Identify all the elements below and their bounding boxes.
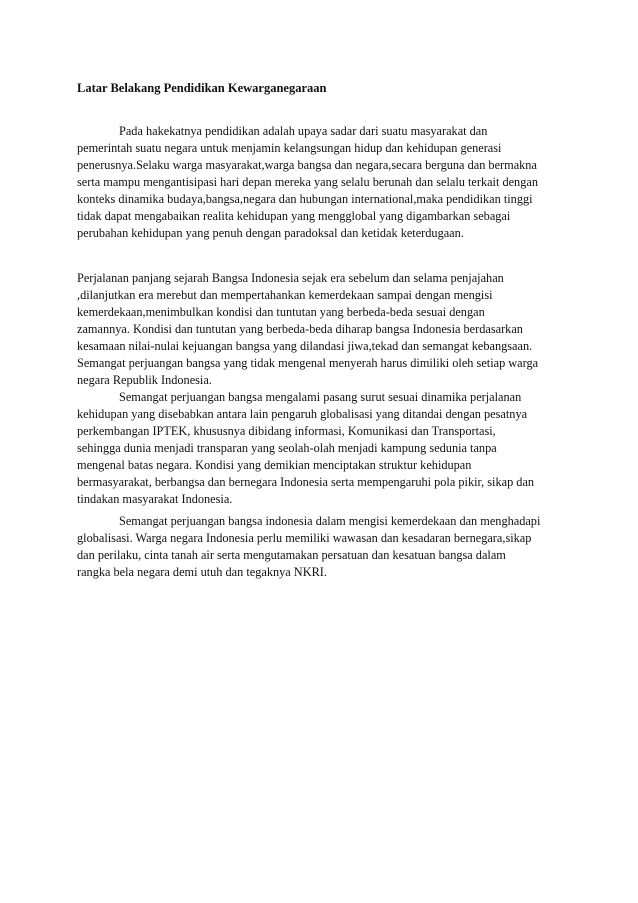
paragraph-1 xyxy=(77,123,538,242)
paragraph-line: bermasyarakat, berbangsa dan bernegara Indonesia serta mempengaruhi pola pikir, sikap dan xyxy=(77,475,535,489)
paragraph-line: negara Republik Indonesia. xyxy=(77,373,212,387)
paragraph-line: Semangat perjuangan bangsa mengalami pasang surut sesuai dinamika perjalanan xyxy=(119,390,522,404)
paragraph-line: perubahan kehidupan yang penuh dengan paradoksal dan ketidak keterdugaan. xyxy=(77,226,464,240)
paragraph-line: mengenal batas negara. Kondisi yang demikian menciptakan struktur kehidupan xyxy=(77,458,472,472)
paragraph-line: tidak dapat mengabaikan realita kehidupan yang mengglobal yang digambarkan sebagai xyxy=(77,209,511,223)
paragraph-line: kesamaan nilai-nulai kejuangan bangsa yang dilandasi jiwa,tekad dan semangat kebangsaan. xyxy=(77,339,533,353)
paragraph-line: globalisasi. Warga negara Indonesia perlu memiliki wawasan dan kesadaran bernegara,sikap xyxy=(77,531,532,545)
paragraph-3 xyxy=(77,389,534,508)
paragraph-line: ,dilanjutkan era merebut dan mempertahankan kemerdekaan sampai dengan mengisi xyxy=(77,288,493,302)
paragraph-line: dan perilaku, cinta tanah air serta mengutamakan persatuan dan kesatuan bangsa dalam xyxy=(77,548,506,562)
paragraph-line: kehidupan yang disebabkan antara lain pengaruh globalisasi yang ditandai dengan pesatnya xyxy=(77,407,528,421)
paragraph-line: penerusnya.Selaku warga masyarakat,warga bangsa dan negara,secara berguna dan bermakna xyxy=(77,158,537,172)
paragraph-line: perkembangan IPTEK, khususnya dibidang informasi, Komunikasi dan Transportasi, xyxy=(77,424,496,438)
paragraph-2 xyxy=(77,270,538,389)
paragraph-line: pemerintah suatu negara untuk menjamin kelangsungan hidup dan kehidupan generasi xyxy=(77,141,502,155)
document-title: Latar Belakang Pendidikan Kewarganegaraan xyxy=(77,81,327,95)
paragraph-line: Semangat perjuangan bangsa yang tidak mengenal menyerah harus dimiliki oleh setiap warga xyxy=(77,356,539,370)
paragraph-line: Perjalanan panjang sejarah Bangsa Indonesia sejak era sebelum dan selama penjajahan xyxy=(77,271,504,285)
paragraph-4 xyxy=(77,513,540,581)
paragraph-line: tindakan masyarakat Indonesia. xyxy=(77,492,233,506)
paragraph-line: zamannya. Kondisi dan tuntutan yang berbeda-beda diharap bangsa Indonesia berdasarkan xyxy=(77,322,523,336)
paragraph-line: serta mampu mengantisipasi hari depan mereka yang selalu berunah dan selalu terkait dengan xyxy=(77,175,538,189)
paragraph-line: sehingga dunia menjadi transparan yang seolah-olah menjadi kampung sedunia tanpa xyxy=(77,441,497,455)
paragraph-line: Pada hakekatnya pendidikan adalah upaya sadar dari suatu masyarakat dan xyxy=(119,124,488,138)
paragraph-line: kemerdekaan,menimbulkan kondisi dan tuntutan yang berbeda-beda sesuai dengan xyxy=(77,305,485,319)
paragraph-line: konteks dinamika budaya,bangsa,negara dan hubungan international,maka pendidikan tinggi xyxy=(77,192,533,206)
paragraph-line: rangka bela negara demi utuh dan tegaknya NKRI. xyxy=(77,565,327,579)
paragraph-line: Semangat perjuangan bangsa indonesia dalam mengisi kemerdekaan dan menghadapi xyxy=(119,514,541,528)
